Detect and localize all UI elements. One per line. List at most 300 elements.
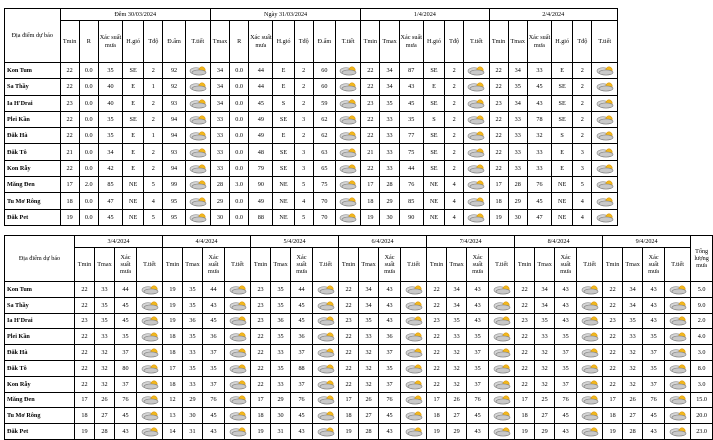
weather-cell — [577, 297, 603, 313]
value-cell: 22 — [75, 376, 95, 392]
table-row — [5, 209, 618, 225]
value-cell: 0.0 — [230, 111, 249, 127]
value-cell: 17 — [515, 392, 535, 408]
value-cell: 37 — [203, 376, 225, 392]
weather-cell — [313, 392, 339, 408]
value-cell: 35 — [98, 111, 122, 127]
weather-cell — [137, 282, 163, 298]
value-cell: 33 — [380, 111, 399, 127]
value-cell: SE — [552, 95, 573, 111]
partly-cloudy-icon — [227, 315, 249, 326]
group-header: 8/4/2024 — [515, 236, 603, 248]
partly-cloudy-icon — [465, 98, 487, 109]
value-cell: 32 — [359, 360, 379, 376]
value-cell: 22 — [251, 345, 271, 361]
value-cell: 22 — [427, 345, 447, 361]
total-rain-cell: 5.0 — [691, 282, 713, 298]
value-cell: 76 — [203, 392, 225, 408]
value-cell: 45 — [115, 313, 137, 329]
value-cell: NE — [423, 177, 444, 193]
value-cell: 32 — [359, 345, 379, 361]
column-header: Tmax — [447, 248, 467, 282]
value-cell: E — [552, 63, 573, 79]
weather-cell — [225, 424, 251, 440]
weather-cell — [137, 313, 163, 329]
value-cell: NE — [423, 209, 444, 225]
value-cell: 43 — [555, 297, 577, 313]
weather-cell — [336, 209, 361, 225]
total-rain-cell: 8.0 — [691, 360, 713, 376]
value-cell: 27 — [535, 408, 555, 424]
value-cell: 47 — [527, 209, 551, 225]
partly-cloudy-icon — [465, 81, 487, 92]
value-cell: 43 — [379, 282, 401, 298]
value-cell: 28 — [359, 424, 379, 440]
partly-cloudy-icon — [337, 163, 359, 174]
value-cell: 70 — [313, 193, 335, 209]
value-cell: 90 — [399, 209, 423, 225]
value-cell: 90 — [249, 177, 273, 193]
value-cell: 35 — [623, 313, 643, 329]
value-cell: 92 — [163, 63, 185, 79]
value-cell: 30 — [508, 209, 527, 225]
partly-cloudy-icon — [227, 300, 249, 311]
value-cell: 34 — [623, 282, 643, 298]
partly-cloudy-icon — [667, 347, 689, 358]
weather-cell — [225, 282, 251, 298]
weather-cell — [336, 128, 361, 144]
value-cell: 5 — [294, 177, 313, 193]
value-cell: 0.0 — [79, 63, 98, 79]
location-name: Kon Tum — [5, 282, 75, 298]
value-cell: 35 — [380, 95, 399, 111]
weather-cell — [137, 408, 163, 424]
value-cell: 22 — [60, 128, 79, 144]
value-cell: 29 — [535, 424, 555, 440]
value-cell: 30 — [380, 209, 399, 225]
partly-cloudy-icon — [667, 379, 689, 390]
weather-cell — [489, 313, 515, 329]
value-cell: 17 — [361, 177, 380, 193]
weather-cell — [665, 376, 691, 392]
value-cell: 43 — [291, 424, 313, 440]
weather-cell — [137, 360, 163, 376]
value-cell: 33 — [527, 144, 551, 160]
value-cell: 0.0 — [79, 95, 98, 111]
partly-cloudy-icon — [594, 196, 616, 207]
value-cell: 0.0 — [230, 160, 249, 176]
table-row — [5, 360, 713, 376]
value-cell: SE — [123, 63, 144, 79]
weather-cell — [665, 313, 691, 329]
partly-cloudy-icon — [227, 363, 249, 374]
value-cell: 22 — [603, 360, 623, 376]
value-cell: 45 — [555, 408, 577, 424]
value-cell: 21 — [361, 144, 380, 160]
partly-cloudy-icon — [139, 331, 161, 342]
partly-cloudy-icon — [187, 65, 209, 76]
weather-cell — [592, 160, 618, 176]
value-cell: 22 — [60, 79, 79, 95]
column-header: Tmin — [427, 248, 447, 282]
partly-cloudy-icon — [139, 394, 161, 405]
weather-cell — [137, 345, 163, 361]
value-cell: SE — [273, 160, 294, 176]
value-cell: 79 — [249, 160, 273, 176]
value-cell: 17 — [427, 392, 447, 408]
table-row — [5, 160, 618, 176]
value-cell: 23 — [339, 313, 359, 329]
value-cell: 33 — [183, 376, 203, 392]
value-cell: 77 — [399, 128, 423, 144]
column-header: T.tiết — [489, 248, 515, 282]
value-cell: 32 — [535, 345, 555, 361]
weather-cell — [313, 297, 339, 313]
value-cell: SE — [123, 111, 144, 127]
value-cell: 43 — [379, 424, 401, 440]
value-cell: 0.0 — [79, 144, 98, 160]
value-cell: 93 — [163, 95, 185, 111]
total-rain-cell: 23.0 — [691, 424, 713, 440]
value-cell: 18 — [163, 329, 183, 345]
partly-cloudy-icon — [315, 394, 337, 405]
value-cell: 35 — [183, 282, 203, 298]
value-cell: 4 — [573, 193, 592, 209]
column-header: Xác suất mưa — [291, 248, 313, 282]
partly-cloudy-icon — [594, 65, 616, 76]
value-cell: 17 — [489, 177, 508, 193]
column-header: Tđộ — [294, 21, 313, 63]
value-cell: 3 — [573, 160, 592, 176]
value-cell: 23 — [251, 313, 271, 329]
table-row — [5, 408, 713, 424]
value-cell: 45 — [249, 95, 273, 111]
weather-cell — [185, 193, 210, 209]
value-cell: 22 — [515, 360, 535, 376]
value-cell: 4 — [294, 193, 313, 209]
value-cell: NE — [273, 209, 294, 225]
value-cell: 0.0 — [79, 209, 98, 225]
value-cell: 19 — [427, 424, 447, 440]
partly-cloudy-icon — [491, 347, 513, 358]
partly-cloudy-icon — [403, 379, 425, 390]
value-cell: 32 — [447, 376, 467, 392]
column-header: Đ.ẩm — [313, 21, 335, 63]
weather-cell — [464, 160, 489, 176]
value-cell: 76 — [527, 177, 551, 193]
value-cell: 44 — [203, 282, 225, 298]
weather-cell — [401, 329, 427, 345]
value-cell: SE — [423, 63, 444, 79]
value-cell: 26 — [95, 392, 115, 408]
value-cell: 18 — [515, 408, 535, 424]
value-cell: 0.0 — [79, 79, 98, 95]
value-cell: 22 — [515, 345, 535, 361]
value-cell: 43 — [555, 424, 577, 440]
value-cell: NE — [552, 193, 573, 209]
value-cell: 28 — [210, 177, 229, 193]
value-cell: 22 — [60, 63, 79, 79]
value-cell: 44 — [291, 282, 313, 298]
value-cell: 22 — [489, 128, 508, 144]
value-cell: 2 — [573, 111, 592, 127]
partly-cloudy-icon — [139, 363, 161, 374]
partly-cloudy-icon — [139, 347, 161, 358]
value-cell: 34 — [508, 63, 527, 79]
column-header: Tmin — [603, 248, 623, 282]
location-name: Đăk Tô — [5, 360, 75, 376]
value-cell: 27 — [359, 408, 379, 424]
weather-cell — [336, 160, 361, 176]
value-cell: 43 — [467, 297, 489, 313]
value-cell: 22 — [75, 329, 95, 345]
value-cell: 27 — [447, 408, 467, 424]
value-cell: NE — [423, 193, 444, 209]
weather-cell — [665, 297, 691, 313]
value-cell: 35 — [183, 297, 203, 313]
column-header: Tmax — [535, 248, 555, 282]
partly-cloudy-icon — [227, 331, 249, 342]
value-cell: 32 — [535, 360, 555, 376]
value-cell: 34 — [359, 282, 379, 298]
value-cell: 17 — [60, 177, 79, 193]
column-header: Tmin — [361, 21, 380, 63]
value-cell: 48 — [249, 144, 273, 160]
column-header: H.gió — [552, 21, 573, 63]
value-cell: 2 — [144, 111, 163, 127]
value-cell: 43 — [467, 313, 489, 329]
value-cell: 1 — [144, 79, 163, 95]
partly-cloudy-icon — [579, 379, 601, 390]
partly-cloudy-icon — [579, 331, 601, 342]
value-cell: 22 — [603, 345, 623, 361]
weather-cell — [313, 313, 339, 329]
total-rain-cell: 2.0 — [691, 313, 713, 329]
weather-cell — [464, 144, 489, 160]
weather-cell — [577, 345, 603, 361]
value-cell: 35 — [95, 297, 115, 313]
partly-cloudy-icon — [187, 212, 209, 223]
value-cell: 0.0 — [230, 79, 249, 95]
value-cell: 4 — [445, 193, 464, 209]
column-header: T.tiết — [665, 248, 691, 282]
partly-cloudy-icon — [667, 284, 689, 295]
partly-cloudy-icon — [187, 81, 209, 92]
value-cell: 2 — [445, 63, 464, 79]
value-cell: 35 — [203, 360, 225, 376]
column-header: T.tiết — [464, 21, 489, 63]
partly-cloudy-icon — [594, 163, 616, 174]
weather-cell — [313, 408, 339, 424]
value-cell: 19 — [163, 282, 183, 298]
value-cell: 29 — [508, 193, 527, 209]
value-cell: 37 — [643, 345, 665, 361]
value-cell: 60 — [313, 63, 335, 79]
value-cell: 34 — [535, 282, 555, 298]
partly-cloudy-icon — [403, 284, 425, 295]
value-cell: 37 — [643, 376, 665, 392]
value-cell: 18 — [603, 408, 623, 424]
table-row — [5, 329, 713, 345]
value-cell: 32 — [95, 360, 115, 376]
value-cell: 3.0 — [230, 177, 249, 193]
value-cell: 33 — [447, 329, 467, 345]
weather-cell — [185, 177, 210, 193]
value-cell: 2 — [144, 95, 163, 111]
value-cell: 45 — [467, 408, 489, 424]
value-cell: 3 — [573, 144, 592, 160]
value-cell: 43 — [643, 282, 665, 298]
partly-cloudy-icon — [465, 147, 487, 158]
value-cell: 35 — [271, 297, 291, 313]
value-cell: 2 — [445, 160, 464, 176]
value-cell: 2 — [144, 63, 163, 79]
value-cell: 35 — [98, 63, 122, 79]
value-cell: SE — [552, 111, 573, 127]
weather-cell — [665, 424, 691, 440]
value-cell: 35 — [643, 329, 665, 345]
value-cell: 30 — [271, 408, 291, 424]
value-cell: E — [273, 79, 294, 95]
partly-cloudy-icon — [187, 163, 209, 174]
value-cell: 0.0 — [79, 160, 98, 176]
value-cell: 18 — [489, 193, 508, 209]
column-header: T.tiết — [401, 248, 427, 282]
column-header: Xác suất mưa — [527, 21, 551, 63]
partly-cloudy-icon — [594, 114, 616, 125]
weather-cell — [225, 313, 251, 329]
value-cell: 44 — [249, 63, 273, 79]
value-cell: 43 — [643, 424, 665, 440]
partly-cloudy-icon — [227, 347, 249, 358]
value-cell: 34 — [380, 79, 399, 95]
value-cell: 22 — [361, 63, 380, 79]
column-header: Tmin — [339, 248, 359, 282]
weather-cell — [313, 345, 339, 361]
partly-cloudy-icon — [579, 426, 601, 437]
partly-cloudy-icon — [465, 212, 487, 223]
value-cell: 22 — [489, 79, 508, 95]
partly-cloudy-icon — [403, 331, 425, 342]
weather-cell — [592, 79, 618, 95]
value-cell: 33 — [508, 144, 527, 160]
value-cell: 33 — [527, 160, 551, 176]
weather-cell — [137, 424, 163, 440]
value-cell: NE — [123, 177, 144, 193]
partly-cloudy-icon — [139, 315, 161, 326]
partly-cloudy-icon — [594, 179, 616, 190]
column-header: Tmin — [251, 248, 271, 282]
value-cell: 76 — [467, 392, 489, 408]
column-header: Tmin — [515, 248, 535, 282]
weather-cell — [185, 63, 210, 79]
value-cell: 5 — [294, 209, 313, 225]
value-cell: 2 — [573, 95, 592, 111]
value-cell: 19 — [489, 209, 508, 225]
value-cell: 85 — [98, 177, 122, 193]
value-cell: 2 — [445, 128, 464, 144]
partly-cloudy-icon — [491, 300, 513, 311]
value-cell: 33 — [95, 329, 115, 345]
value-cell: E — [423, 79, 444, 95]
value-cell: 35 — [535, 313, 555, 329]
column-header: Xác suất mưa — [467, 248, 489, 282]
weather-cell — [185, 209, 210, 225]
partly-cloudy-icon — [667, 410, 689, 421]
partly-cloudy-icon — [337, 147, 359, 158]
value-cell: E — [273, 63, 294, 79]
table-row — [5, 63, 618, 79]
location-header: Địa điểm dự báo — [5, 236, 75, 282]
value-cell: 29 — [380, 193, 399, 209]
weather-cell — [313, 282, 339, 298]
weather-cell — [313, 360, 339, 376]
column-header: H.gió — [123, 21, 144, 63]
value-cell: 76 — [115, 392, 137, 408]
value-cell: 76 — [379, 392, 401, 408]
value-cell: 23 — [489, 95, 508, 111]
weather-cell — [665, 392, 691, 408]
value-cell: 44 — [399, 160, 423, 176]
value-cell: 22 — [515, 297, 535, 313]
weather-cell — [137, 329, 163, 345]
value-cell: 2 — [573, 128, 592, 144]
value-cell: 43 — [555, 282, 577, 298]
value-cell: 44 — [115, 282, 137, 298]
value-cell: S — [423, 111, 444, 127]
partly-cloudy-icon — [491, 315, 513, 326]
partly-cloudy-icon — [491, 394, 513, 405]
value-cell: 37 — [291, 345, 313, 361]
table-row — [5, 392, 713, 408]
column-header: Xác suất mưa — [643, 248, 665, 282]
value-cell: 34 — [359, 297, 379, 313]
value-cell: NE — [123, 209, 144, 225]
value-cell: 22 — [427, 297, 447, 313]
value-cell: 36 — [203, 329, 225, 345]
table-row — [5, 95, 618, 111]
value-cell: 37 — [379, 376, 401, 392]
value-cell: 43 — [399, 79, 423, 95]
value-cell: 80 — [115, 360, 137, 376]
total-rain-cell: 15.0 — [691, 392, 713, 408]
partly-cloudy-icon — [667, 315, 689, 326]
weather-cell — [592, 177, 618, 193]
total-rain-cell: 20.0 — [691, 408, 713, 424]
value-cell: 18 — [163, 376, 183, 392]
weather-cell — [592, 144, 618, 160]
partly-cloudy-icon — [594, 147, 616, 158]
value-cell: 35 — [183, 360, 203, 376]
weather-cell — [464, 193, 489, 209]
value-cell: 22 — [339, 376, 359, 392]
value-cell: 19 — [339, 424, 359, 440]
column-header: H.gió — [423, 21, 444, 63]
value-cell: 18 — [163, 345, 183, 361]
value-cell: 60 — [313, 79, 335, 95]
value-cell: 22 — [427, 282, 447, 298]
column-header: T.tiết — [336, 21, 361, 63]
value-cell: 45 — [98, 209, 122, 225]
value-cell: 19 — [361, 209, 380, 225]
value-cell: 23 — [251, 282, 271, 298]
partly-cloudy-icon — [337, 98, 359, 109]
value-cell: 34 — [210, 63, 229, 79]
weather-cell — [137, 297, 163, 313]
partly-cloudy-icon — [465, 163, 487, 174]
weather-cell — [464, 177, 489, 193]
value-cell: 22 — [489, 160, 508, 176]
